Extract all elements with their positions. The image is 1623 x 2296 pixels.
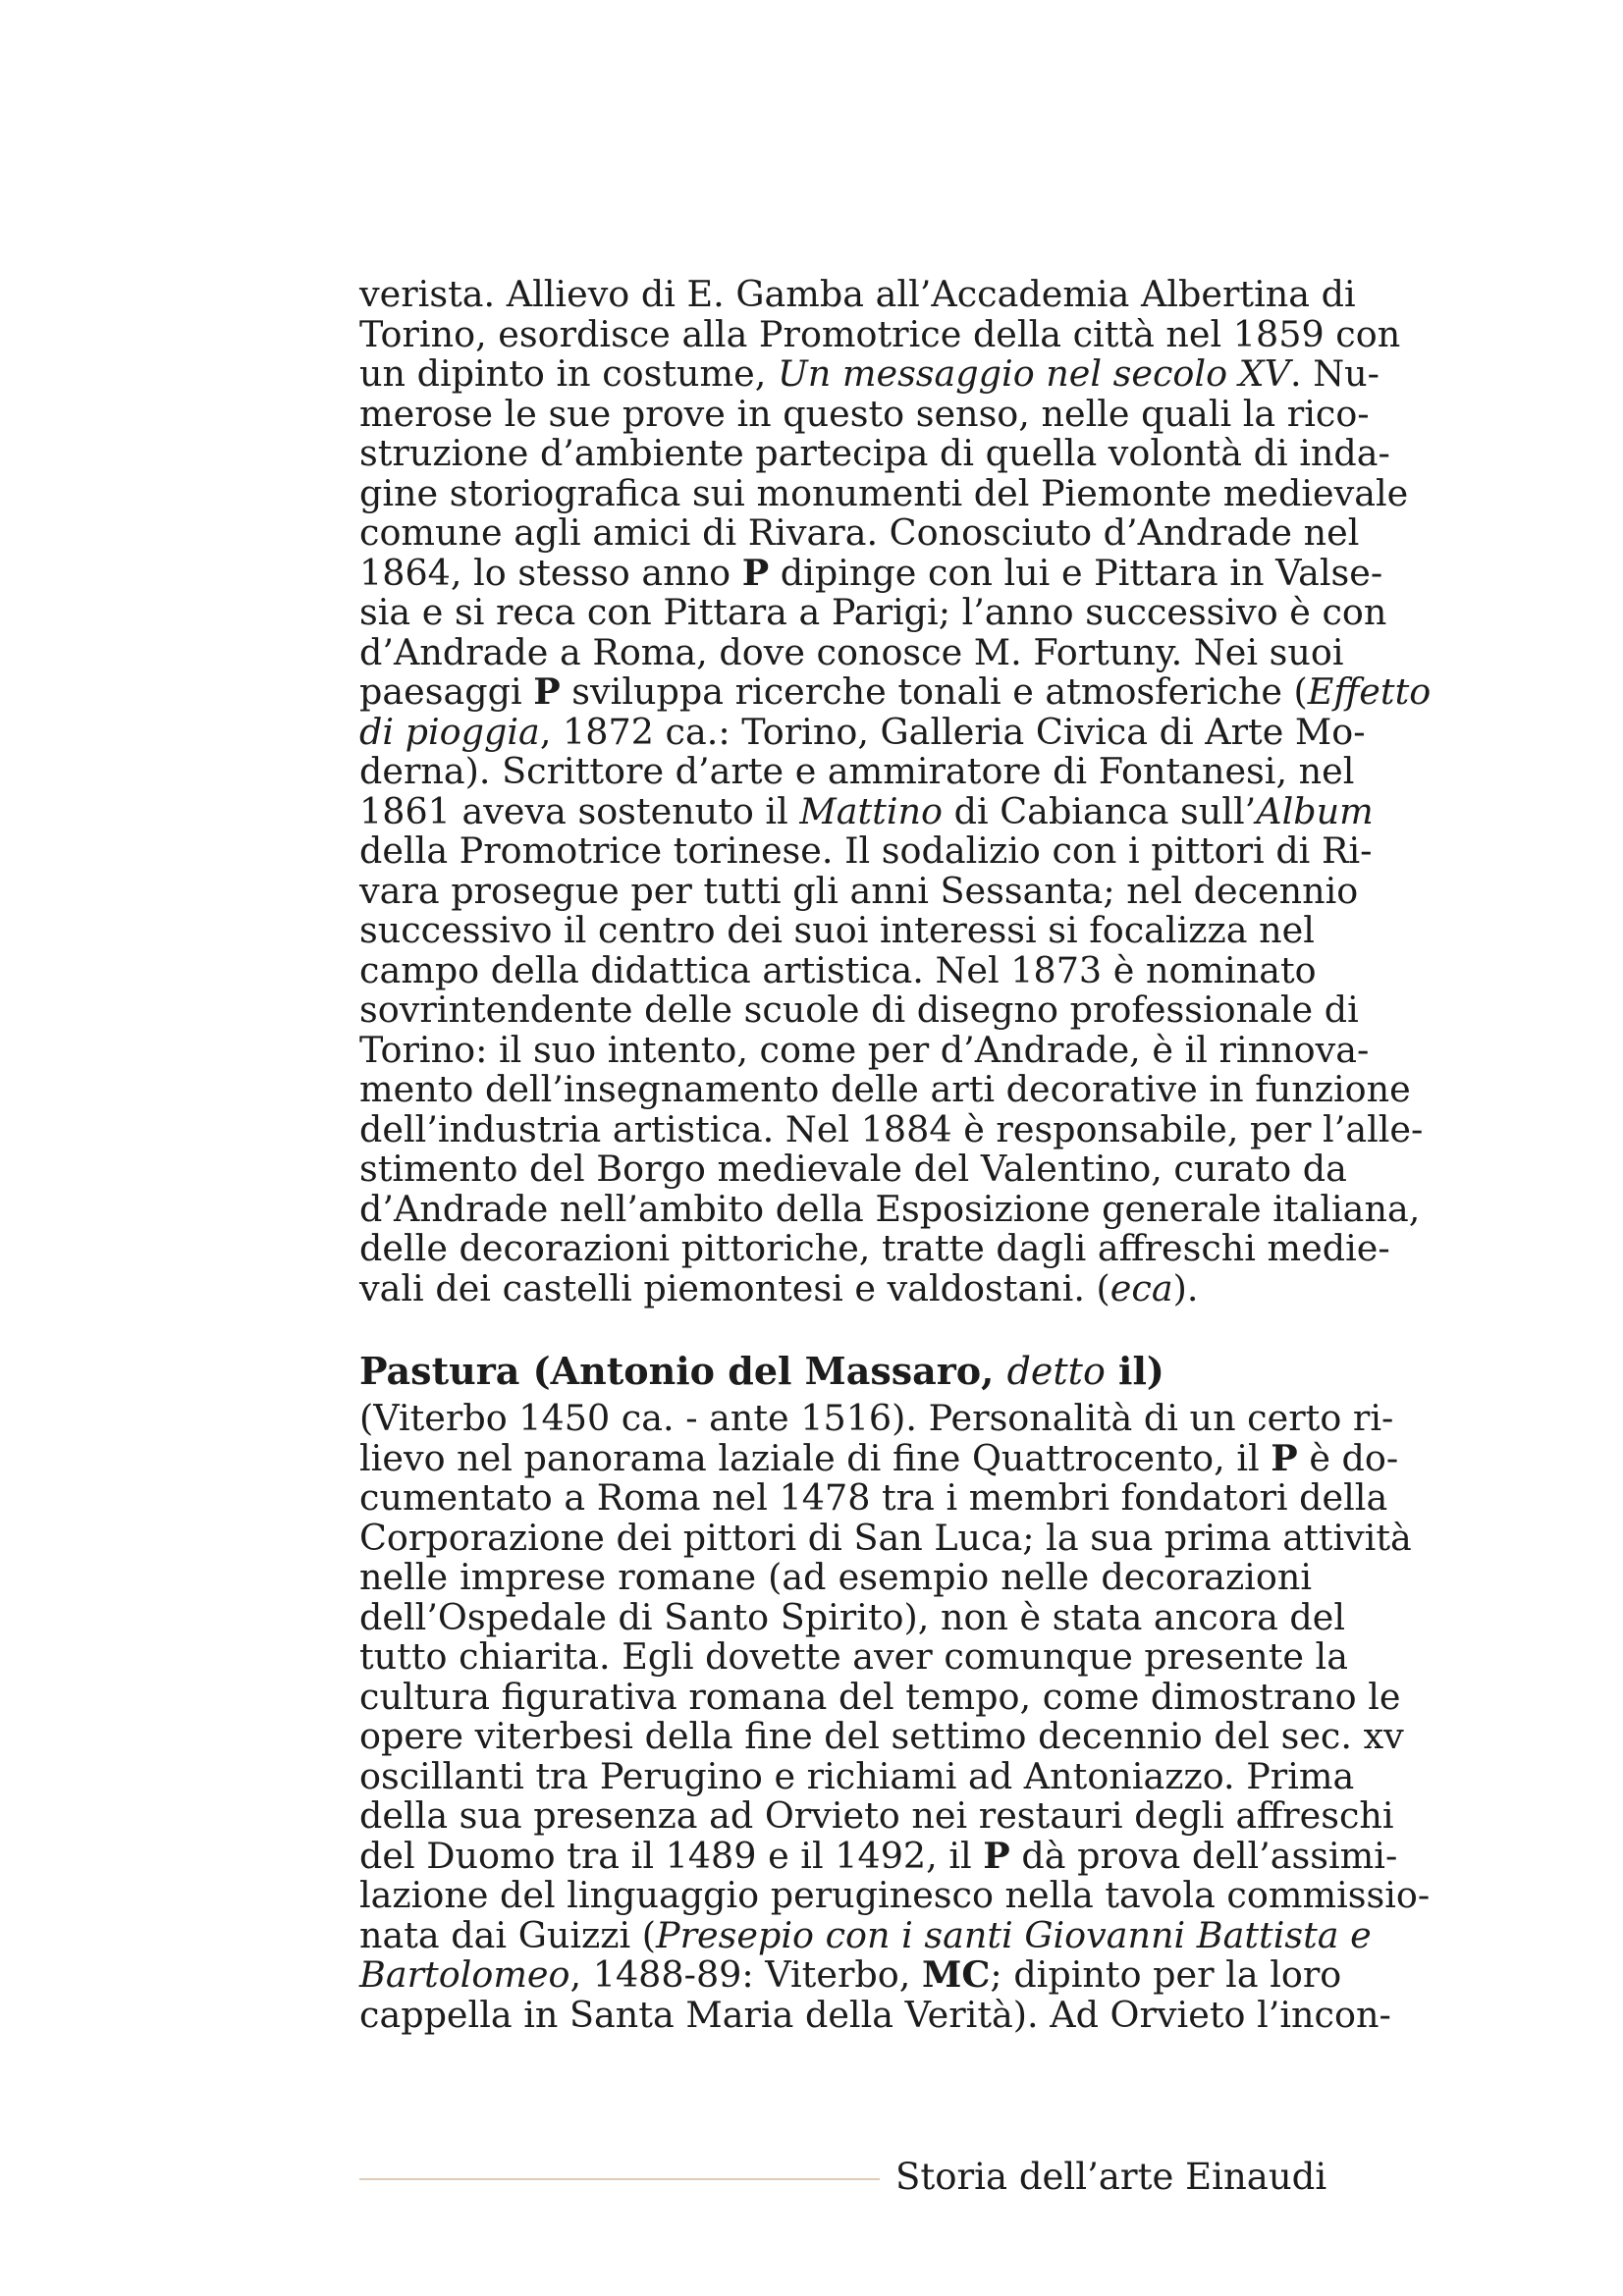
text-line: paesaggi P sviluppa ricerche tonali e atmosferiche (Effetto [359, 670, 1432, 713]
text-line: stimento del Borgo medievale del Valentino, curato da [359, 1148, 1347, 1190]
text-line: Corporazione dei pittori di San Luca; la sua prima attività [359, 1516, 1412, 1559]
bold-text: MC [921, 1953, 991, 1996]
text-line: della sua presenza ad Orvieto nei restauri degli affreschi [359, 1794, 1394, 1837]
text-line: lazione del linguaggio peruginesco nella tavola commissio- [359, 1874, 1431, 1916]
bold-text: P [533, 670, 561, 713]
bold-text: P [741, 551, 770, 594]
text-line: sovrintendente delle scuole di disegno professionale di [359, 988, 1359, 1031]
text-line: 1861 aveva sostenuto il Mattino di Cabianca sull’Album [359, 789, 1374, 832]
entry-previous-body [359, 273, 1432, 1309]
text-line: oscillanti tra Perugino e richiami ad Antoniazzo. Prima [359, 1754, 1355, 1797]
bold-text: P [983, 1834, 1010, 1877]
text-line: un dipinto in costume, Un messaggio nel secolo XV. Nu- [359, 352, 1380, 395]
text-line: successivo il centro dei suoi interessi si focalizza nel [359, 909, 1315, 951]
text-line: nata dai Guizzi (Presepio con i santi Giovanni Battista e [359, 1913, 1372, 1956]
italic-text: Bartolomeo [359, 1953, 570, 1996]
bold-text: P [1271, 1436, 1298, 1479]
italic-text: detto [1006, 1350, 1106, 1393]
text-line: della Promotrice torinese. Il sodalizio con i pittori di Ri- [359, 829, 1373, 872]
bold-text: Pastura (Antonio del Massaro, [359, 1349, 1007, 1393]
text-line: cultura figurativa romana del tempo, come dimostrano le [359, 1675, 1401, 1718]
italic-text: Un messaggio nel secolo XV [777, 352, 1290, 395]
entry-body [359, 1397, 1431, 2036]
text-line: struzione d’ambiente partecipa di quella volontà di inda- [359, 432, 1390, 474]
text-line: lievo nel panorama laziale di fine Quattrocento, il P è do- [359, 1436, 1399, 1479]
text-line: verista. Allievo di E. Gamba all’Accademia Albertina di [359, 273, 1356, 315]
text-line: campo della didattica artistica. Nel 1873 è nominato [359, 948, 1317, 991]
text-line: (Viterbo 1450 ca. - ante 1516). Personalità di un certo ri- [359, 1397, 1394, 1439]
text-line: Torino: il suo intento, come per d’Andrade, è il rinnova- [359, 1028, 1370, 1071]
italic-text: eca [1109, 1266, 1173, 1309]
text-line: cumentato a Roma nel 1478 tra i membri fondatori della [359, 1476, 1388, 1519]
italic-text: Presepio con i santi Giovanni Battista e [656, 1913, 1372, 1956]
text-line: merose le sue prove in questo senso, nelle quali la rico- [359, 392, 1370, 435]
text-line: vara prosegue per tutti gli anni Sessanta; nel decennio [359, 869, 1359, 912]
text-line: vali dei castelli piemontesi e valdostani. (eca). [359, 1266, 1199, 1309]
text-line: Bartolomeo, 1488-89: Viterbo, MC; dipinto per la loro [359, 1953, 1342, 1996]
text-line: gine storiografica sui monumenti del Piemonte medievale [359, 471, 1409, 514]
text-line: delle decorazioni pittoriche, tratte dagli affreschi medie- [359, 1227, 1390, 1269]
entry-heading [359, 1351, 1164, 1392]
text-line: nelle imprese romane (ad esempio nelle decorazioni [359, 1556, 1312, 1598]
italic-text: Mattino [799, 789, 944, 832]
text-line: del Duomo tra il 1489 e il 1492, il P dà prova dell’assimi- [359, 1834, 1398, 1877]
text-line: mento dell’insegnamento delle arti decorative in funzione [359, 1068, 1411, 1110]
text-line: dell’Ospedale di Santo Spirito), non è stata ancora del [359, 1595, 1346, 1638]
italic-text: Effetto [1307, 670, 1432, 713]
footer-title: Storia dell’arte Einaudi [895, 2156, 1327, 2198]
text-line: d’Andrade a Roma, dove conosce M. Fortuny. Nei suoi [359, 630, 1344, 673]
text-line: comune agli amici di Rivara. Conosciuto d’Andrade nel [359, 511, 1360, 554]
italic-text: di pioggia [359, 710, 540, 753]
text-line: di pioggia, 1872 ca.: Torino, Galleria Civica di Arte Mo- [359, 710, 1366, 753]
text-line: cappella in Santa Maria della Verità). Ad Orvieto l’incon- [359, 1993, 1391, 2036]
text-line: 1864, lo stesso anno P dipinge con lui e Pittara in Valse- [359, 551, 1383, 594]
bold-text: il) [1105, 1349, 1164, 1393]
text-line: sia e si reca con Pittara a Parigi; l’anno successivo è con [359, 591, 1387, 633]
text-line: Torino, esordisce alla Promotrice della città nel 1859 con [359, 312, 1401, 355]
text-line: tutto chiarita. Egli dovette aver comunque presente la [359, 1635, 1348, 1678]
text-line: derna). Scrittore d’arte e ammiratore di Fontanesi, nel [359, 750, 1355, 792]
text-line: dell’industria artistica. Nel 1884 è responsabile, per l’alle- [359, 1107, 1424, 1150]
text-line: d’Andrade nell’ambito della Esposizione generale italiana, [359, 1187, 1421, 1230]
text-line: opere viterbesi della fine del settimo decennio del sec. xv [359, 1715, 1404, 1757]
footer-rule [359, 2178, 880, 2180]
italic-text: Album [1256, 789, 1374, 832]
